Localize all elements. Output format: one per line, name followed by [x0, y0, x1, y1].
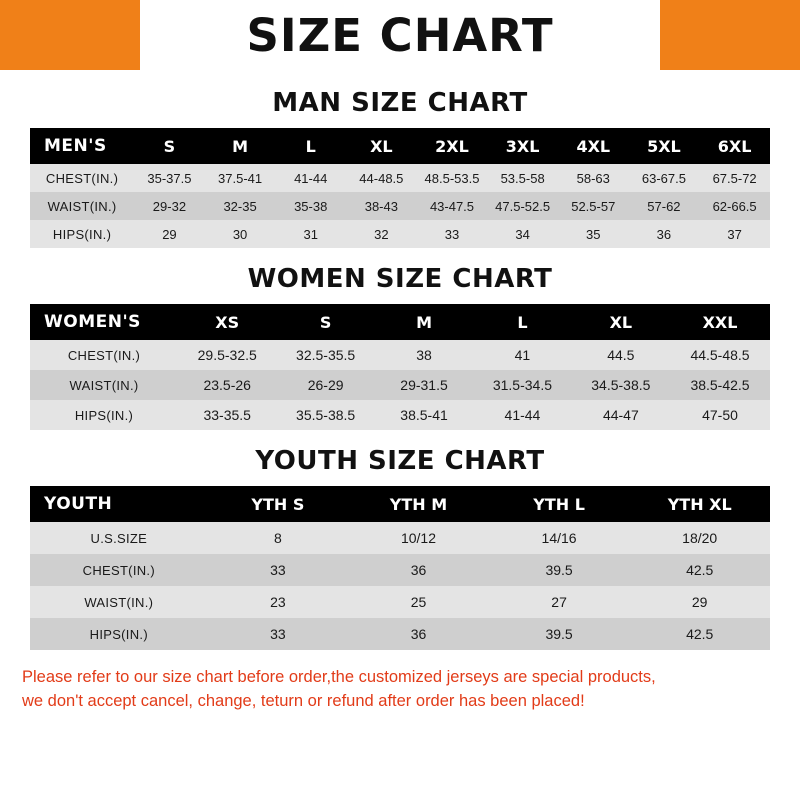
table-cell: 33 — [444, 226, 460, 242]
table-cell: 52.5-57 — [571, 198, 616, 214]
table-cell: 29.5-32.5 — [197, 347, 257, 363]
col-header: YTH L — [489, 486, 630, 522]
table-cell: 29 — [162, 226, 177, 242]
col-header: S — [134, 128, 205, 164]
table-row — [30, 164, 770, 192]
table-cell: 37.5-41 — [218, 170, 263, 186]
col-header: M — [205, 128, 276, 164]
col-header: YOUTH — [30, 486, 208, 522]
youth-table-wrap — [30, 486, 770, 650]
table-cell: 32.5-35.5 — [296, 347, 356, 363]
table-cell: 18/20 — [682, 530, 718, 546]
row-label: CHEST(IN.) — [82, 562, 155, 578]
table-cell: 29-32 — [152, 198, 187, 214]
table-cell: 38.5-42.5 — [690, 377, 750, 393]
table-cell: 44-48.5 — [359, 170, 404, 186]
footer-note-line-2: we don't accept cancel, change, teturn or refund after order has been placed! — [22, 691, 585, 710]
table-cell: 44-47 — [602, 407, 639, 423]
table-cell: 35-38 — [294, 198, 328, 214]
col-header: M — [375, 304, 473, 340]
col-header: XS — [178, 304, 276, 340]
footer-note-line-1: Please refer to our size chart before order,the customized jerseys are special products, — [22, 668, 656, 686]
table-cell: 23.5-26 — [203, 377, 251, 393]
col-header: 4XL — [558, 128, 629, 164]
table-cell: 43-47.5 — [429, 198, 475, 214]
table-row — [30, 192, 770, 220]
table-row — [30, 618, 770, 650]
table-cell: 62-66.5 — [712, 198, 757, 214]
table-cell: 41 — [514, 347, 531, 363]
table-cell: 36 — [410, 626, 427, 642]
row-label: HIPS(IN.) — [52, 226, 112, 242]
table-cell: 37 — [727, 226, 742, 242]
table-cell: 41-44 — [294, 170, 328, 186]
row-label: CHEST(IN.) — [67, 347, 141, 363]
table-cell: 57-62 — [647, 198, 681, 214]
table-row — [30, 586, 770, 618]
table-cell: 31 — [303, 226, 318, 242]
table-cell: 35.5-38.5 — [296, 407, 356, 423]
col-header: 2XL — [417, 128, 488, 164]
row-label: HIPS(IN.) — [74, 407, 134, 423]
table-cell: 26-29 — [307, 377, 344, 393]
header-banner — [0, 0, 800, 70]
footer-note — [22, 666, 778, 714]
table-cell: 33 — [270, 626, 286, 642]
table-cell: 42.5 — [686, 562, 714, 578]
table-cell: 38 — [416, 347, 432, 363]
col-header: MEN'S — [30, 128, 134, 164]
col-header: WOMEN'S — [30, 304, 178, 340]
table-cell: 39.5 — [545, 562, 573, 578]
col-header: YTH M — [348, 486, 489, 522]
table-cell: 33 — [270, 562, 286, 578]
table-cell: 44.5 — [607, 347, 635, 363]
table-cell: 23 — [270, 594, 286, 610]
table-cell: 41-44 — [504, 407, 541, 423]
table-cell: 44.5-48.5 — [690, 347, 750, 363]
col-header: XL — [346, 128, 417, 164]
header-banner-inner — [140, 0, 660, 70]
row-label: WAIST(IN.) — [69, 377, 139, 393]
table-cell: 34 — [515, 226, 530, 242]
col-header: 5XL — [629, 128, 700, 164]
table-cell: 47.5-52.5 — [495, 198, 551, 214]
col-header: S — [276, 304, 374, 340]
table-cell: 31.5-34.5 — [492, 377, 553, 393]
man-section-title: MAN SIZE CHART — [272, 88, 528, 118]
table-cell: 67.5-72 — [712, 170, 757, 186]
table-cell: 38.5-41 — [400, 407, 448, 423]
table-header-row — [30, 486, 770, 522]
col-header: YTH S — [208, 486, 349, 522]
youth-size-table — [30, 486, 770, 650]
table-cell: 38-43 — [364, 198, 398, 214]
row-label: U.S.SIZE — [90, 530, 148, 546]
table-cell: 47-50 — [702, 407, 738, 423]
table-cell: 14/16 — [541, 530, 577, 546]
table-row — [30, 522, 770, 554]
col-header: L — [473, 304, 571, 340]
table-cell: 53.5-58 — [500, 170, 545, 186]
col-header: YTH XL — [629, 486, 770, 522]
table-cell: 35-37.5 — [147, 170, 192, 186]
col-header: XXL — [670, 304, 770, 340]
table-row — [30, 400, 770, 430]
col-header: L — [275, 128, 346, 164]
table-cell: 33-35.5 — [203, 407, 251, 423]
table-cell: 29 — [691, 594, 708, 610]
table-cell: 63-67.5 — [641, 170, 686, 186]
man-table-wrap — [30, 128, 770, 248]
table-header-row — [30, 304, 770, 340]
row-label: CHEST(IN.) — [45, 170, 119, 186]
row-label: HIPS(IN.) — [89, 626, 148, 642]
row-label: WAIST(IN.) — [47, 198, 117, 214]
women-table-wrap — [30, 304, 770, 430]
table-cell: 25 — [410, 594, 427, 610]
table-cell: 34.5-38.5 — [591, 377, 651, 393]
table-row — [30, 370, 770, 400]
women-section-title: WOMEN SIZE CHART — [247, 264, 553, 294]
table-cell: 58-63 — [576, 170, 610, 186]
youth-section-title: YOUTH SIZE CHART — [255, 446, 545, 476]
table-cell: 36 — [656, 226, 672, 242]
table-cell: 32-35 — [223, 198, 257, 214]
women-size-table — [30, 304, 770, 430]
table-cell: 36 — [410, 562, 427, 578]
row-label: WAIST(IN.) — [84, 594, 154, 610]
table-header-row — [30, 128, 770, 164]
table-cell: 8 — [273, 530, 282, 546]
col-header: 6XL — [699, 128, 770, 164]
table-cell: 35 — [586, 226, 601, 242]
table-cell: 42.5 — [686, 626, 714, 642]
page-title: SIZE CHART — [246, 8, 554, 62]
table-row — [30, 554, 770, 586]
table-cell: 10/12 — [400, 530, 436, 546]
table-cell: 32 — [374, 226, 389, 242]
col-header: XL — [572, 304, 670, 340]
table-row — [30, 340, 770, 370]
man-size-table — [30, 128, 770, 248]
table-cell: 48.5-53.5 — [424, 170, 480, 186]
table-row — [30, 220, 770, 248]
table-cell: 29-31.5 — [400, 377, 448, 393]
table-cell: 27 — [551, 594, 567, 610]
table-cell: 30 — [232, 226, 248, 242]
table-cell: 39.5 — [545, 626, 573, 642]
col-header: 3XL — [487, 128, 558, 164]
